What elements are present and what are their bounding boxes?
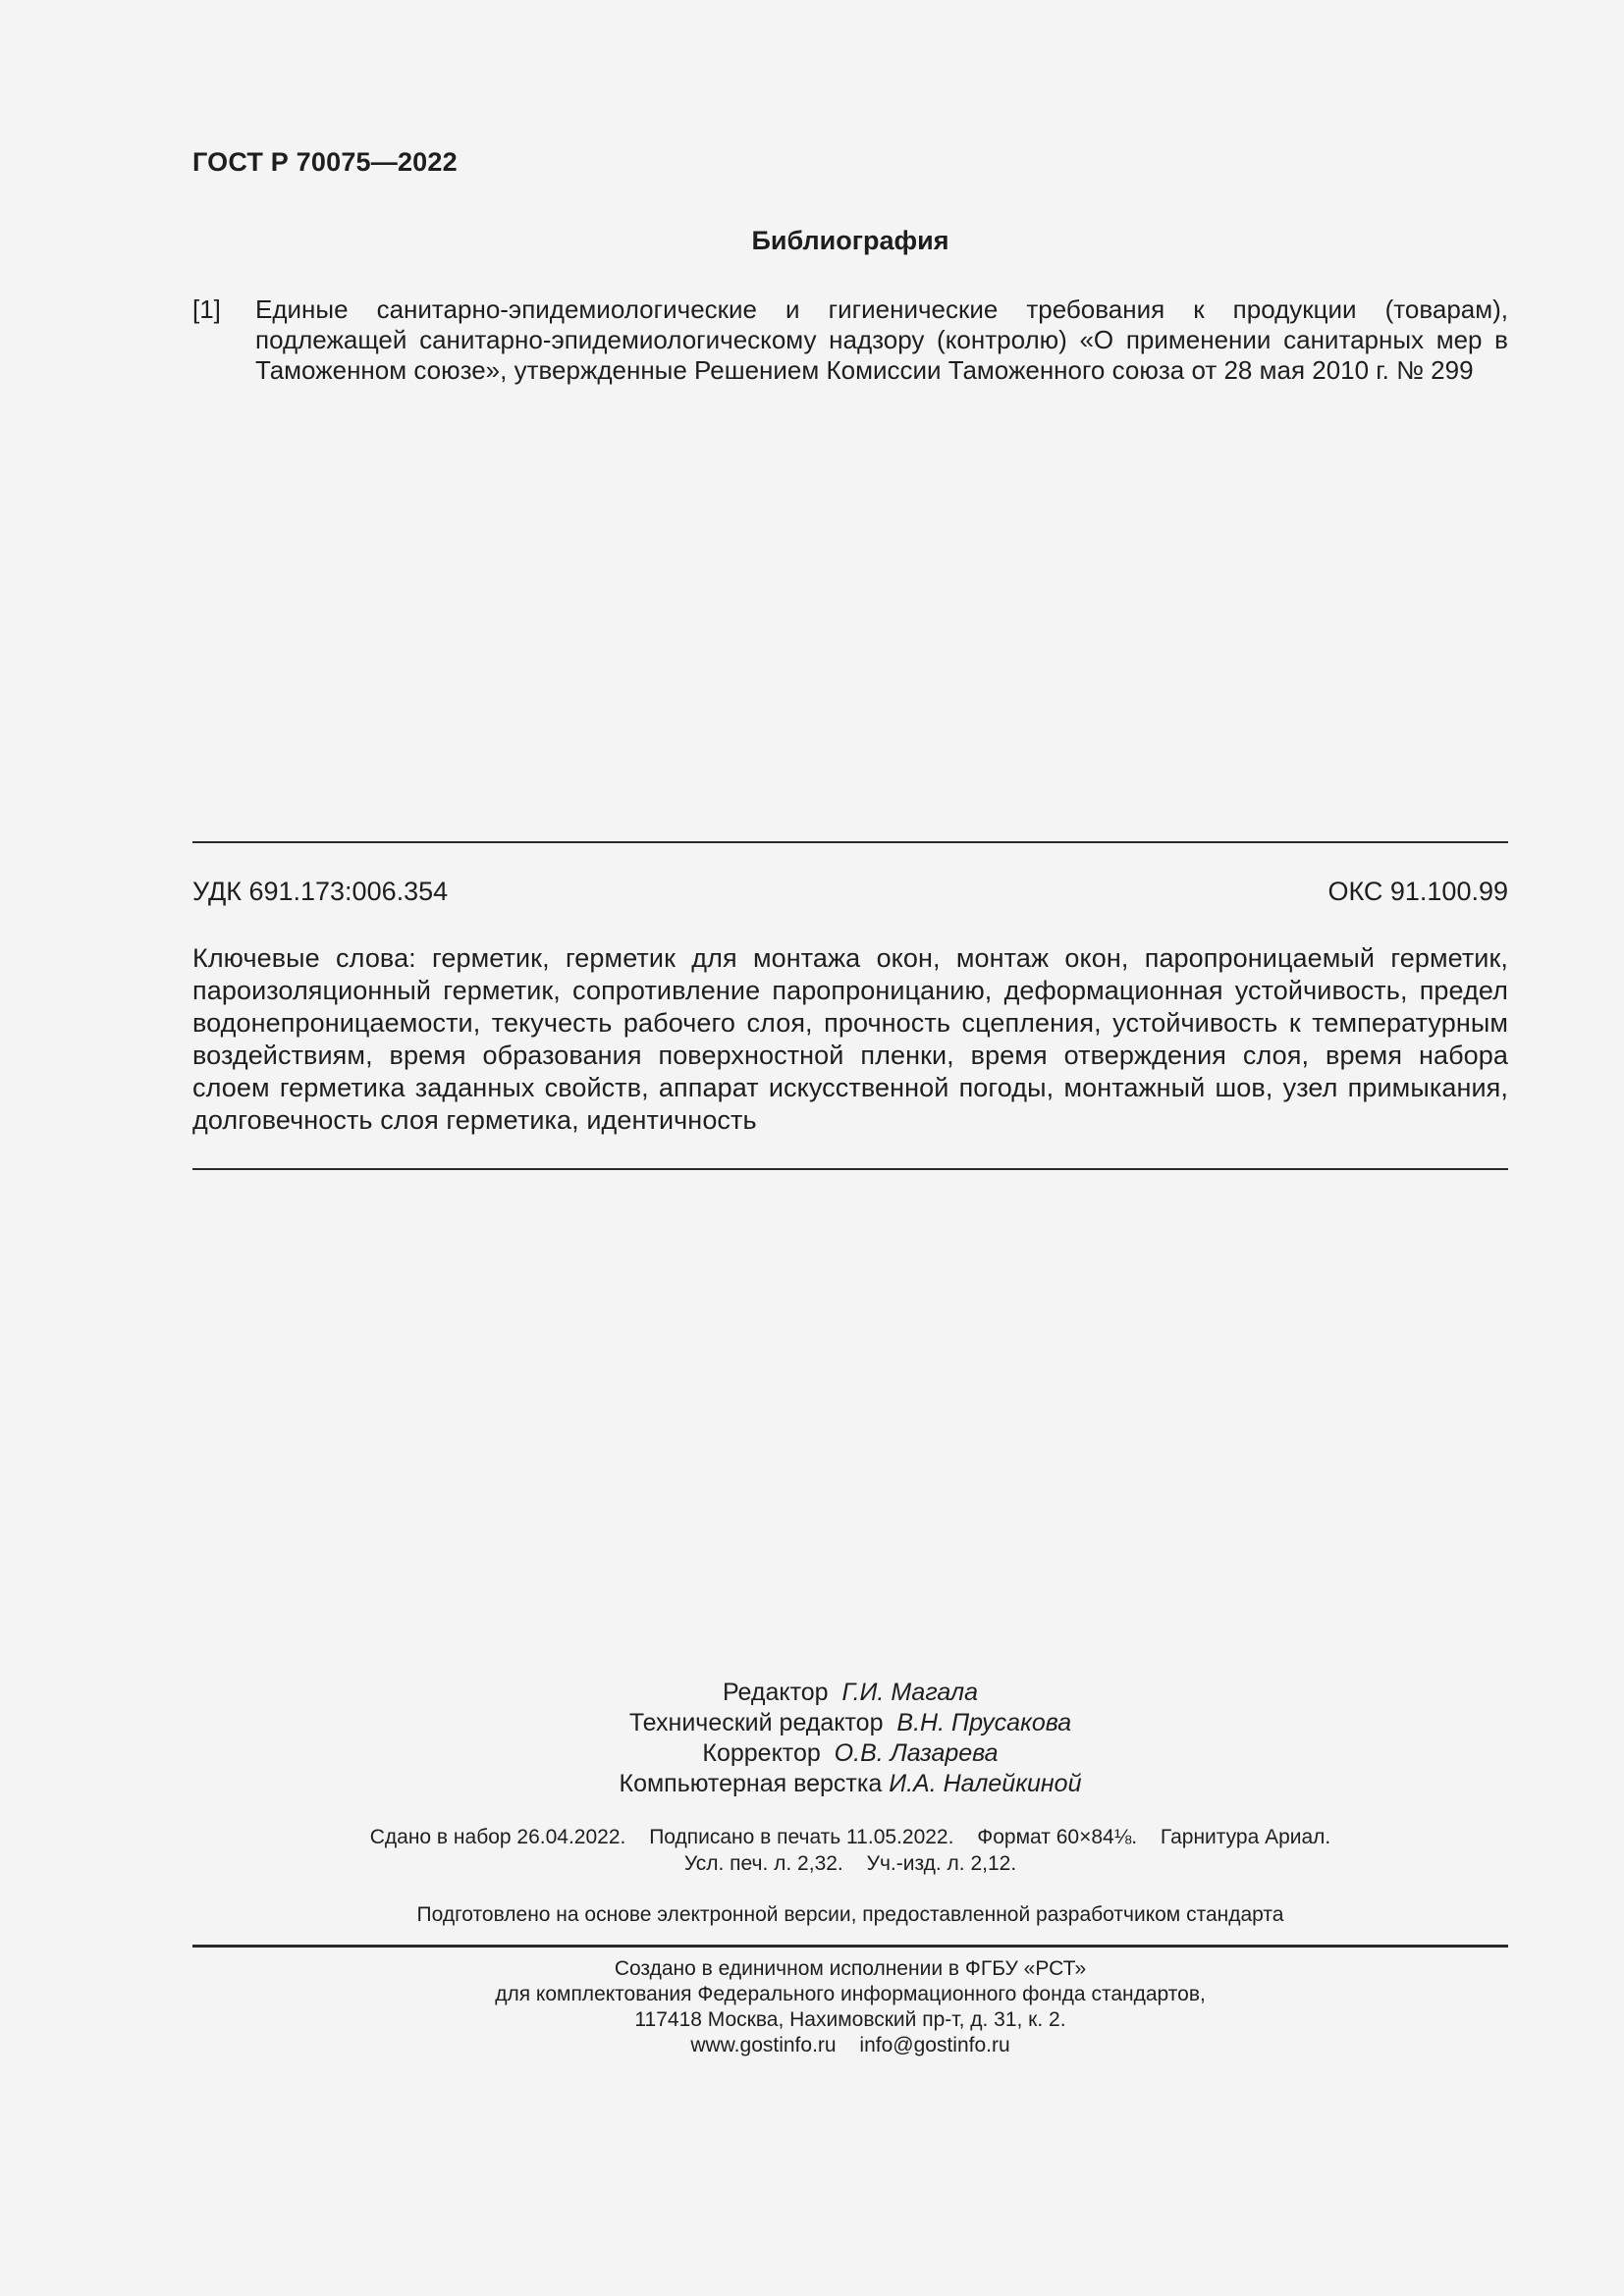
print-sheets: Усл. печ. л. 2,32. [683,1852,843,1875]
imprint-line-1: Создано в единичном исполнении в ФГБУ «РСТ» [614,1957,1087,1980]
divider-keywords-bottom [192,1168,1508,1170]
typeface: Гарнитура Ариал. [1160,1826,1331,1848]
document-code-header: ГОСТ Р 70075—2022 [192,147,458,177]
signed-date: Подписано в печать 11.05.2022. [649,1826,954,1848]
bibliography-heading: Библиография [751,226,949,255]
publication-info [192,1824,1508,1877]
credit-name: В.Н. Прусакова [896,1709,1072,1736]
print-format: Формат 60×84⅛. [977,1826,1138,1848]
credit-line-tech-editor [192,1708,1508,1738]
imprint-line-3: 117418 Москва, Нахимовский пр-т, д. 31, к. 2. [634,2008,1066,2031]
email-link[interactable]: info@gostinfo.ru [859,2034,1010,2056]
divider-top [192,841,1508,843]
credit-role: Корректор [702,1739,821,1767]
website-link[interactable]: www.gostinfo.ru [690,2034,837,2056]
credit-line-editor [192,1678,1508,1708]
bibliography-entry-number: [1] [192,294,221,324]
keywords-paragraph: Ключевые слова: герметик, герметик для монтажа окон, монтаж окон, паропроницаемый герметик, пароизоляционный герметик, сопротивление паропроницанию, деформационная устойчивость, предел водонепроницаемости, текучесть рабочего слоя, прочность сцепления, устойчивость к температурным воздействиям, время образования поверхностной пленки, время отверждения слоя, время набора слоем герметика заданных свойств, аппарат искусственной погоды, монтажный шов, узел примыкания, долговечность слоя герметика, идентичность [192,943,1508,1135]
imprint-contacts [192,2033,1508,2058]
publication-line-1 [192,1824,1508,1850]
classification-row [192,877,1508,907]
udk-code: УДК 691.173:006.354 [192,877,449,906]
imprint-block [192,1956,1508,2058]
bibliography-entry [192,294,1508,386]
submitted-date: Сдано в набор 26.04.2022. [369,1826,626,1848]
credit-role: Технический редактор [628,1709,884,1736]
publisher-sheets: Уч.-изд. л. 2,12. [866,1852,1017,1875]
bibliography-entry-text: Единые санитарно-эпидемиологические и гигиенические требования к продукции (товарам), подлежащей санитарно-эпидемиологическому надзору (контролю) «О применении санитарных мер в Таможенном союзе», утвержденные Решением Комиссии Таможенного союза от 28 мая 2010 г. № 299 [255,294,1508,385]
credits-block [192,1678,1508,1799]
credit-role: Компьютерная верстка [619,1770,883,1797]
credit-line-layout [192,1769,1508,1799]
imprint-line-2: для комплектования Федерального информационного фонда стандартов, [495,1983,1206,2005]
credit-line-proofreader [192,1738,1508,1769]
oks-code: ОКС 91.100.99 [1327,877,1508,906]
prepared-note: Подготовлено на основе электронной версии, предоставленной разработчиком стандарта [416,1903,1284,1926]
document-page [192,0,1508,2296]
credit-name: И.А. Налейкиной [889,1770,1082,1797]
credit-name: Г.И. Магала [841,1679,979,1706]
credit-name: О.В. Лазарева [834,1739,999,1767]
divider-imprint [192,1945,1508,1948]
credit-role: Редактор [722,1679,829,1706]
publication-line-2 [192,1850,1508,1877]
